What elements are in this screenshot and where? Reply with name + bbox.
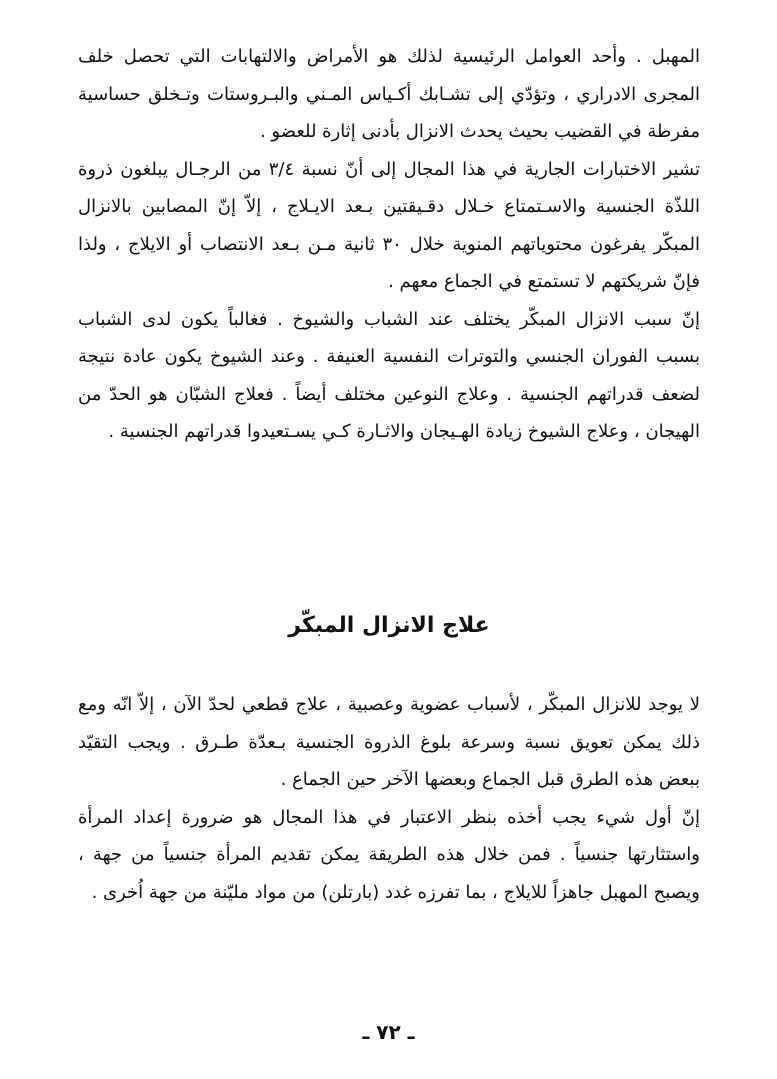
paragraph-4: لا يوجد للانزال المبكّر ، لأسباب عضوية وعصبية ، علاج قطعي لحدّ الآن ، إلاّ انّه ومع ذلك يمكن تعويق نسبة وسرعة بلوغ الذروة الجنسية بـعدّة طـرق . ويجب التقيّد ببعض هذه الطرق قبل الجماع وبعضها الآخر حين الجماع . (78, 694, 700, 790)
paragraph-5: إنّ أول شيء يجب أخذه بنظر الاعتبار في هذا المجال هو ضرورة إعداد المرأة واستثارتها جنسياً . فمن خلال هذه الطريقة يمكن تقديم المرأة جنسياً من جهة ، ويصبح المهبل جاهزاً للايلاج ، بما تفرزه غدد (بارتلن) من مواد مليّنة من جهة اُخرى . (78, 806, 700, 903)
paragraph-2: تشير الاختبارات الجارية في هذا المجال إلى أنّ نسبة ٣/٤ من الرجـال يبلغون ذروة اللذّة الجنسية والاسـتمتاع خـلال دقـيقتين بـعد الايـلاج ، إلاّ إنّ المصابين بالانزال المبكّر يفرغون محتوياتهم المنوية خلال ٣٠ ثانية مـن بـعد الانتصاب أو الايلاج ، ولذا فإنّ شريكتهم لا تستمتع في الجماع معهم . (78, 158, 700, 292)
paragraph-3: إنّ سبب الانزال المبكّر يختلف عند الشباب والشيوخ . فغالباً يكون لدى الشباب بسبب الفوران الجنسي والتوترات النفسية العنيفة . وعند الشيوخ يكون عادة نتيجة لضعف قدراتهم الجنسية . وعلاج النوعين مختلف أيضاً . فعلاج الشبّان هو الحدّ من الهيجان ، وعلاج الشيوخ زيادة الهـيجان والاثـارة كـي يسـتعيدوا قدراتهم الجنسية . (78, 308, 700, 442)
page-number: ـ ٧٢ ـ (362, 1020, 415, 1044)
paragraph-1: المهبل . وأحد العوامل الرئيسية لذلك هو الأمراض والالتهابات التي تحصل خلف المجرى الادراري ، وتؤدّي إلى تشـابك أكـياس المـني والبـروستات وتـخلق حساسية مفرطة في القضيب بحيث يحدث الانزال بأدنى إثارة للعضو . (78, 46, 700, 142)
body-text-top (78, 38, 700, 451)
body-text-bottom (78, 686, 700, 911)
section-heading: علاج الانزال المبكّر (288, 613, 490, 638)
